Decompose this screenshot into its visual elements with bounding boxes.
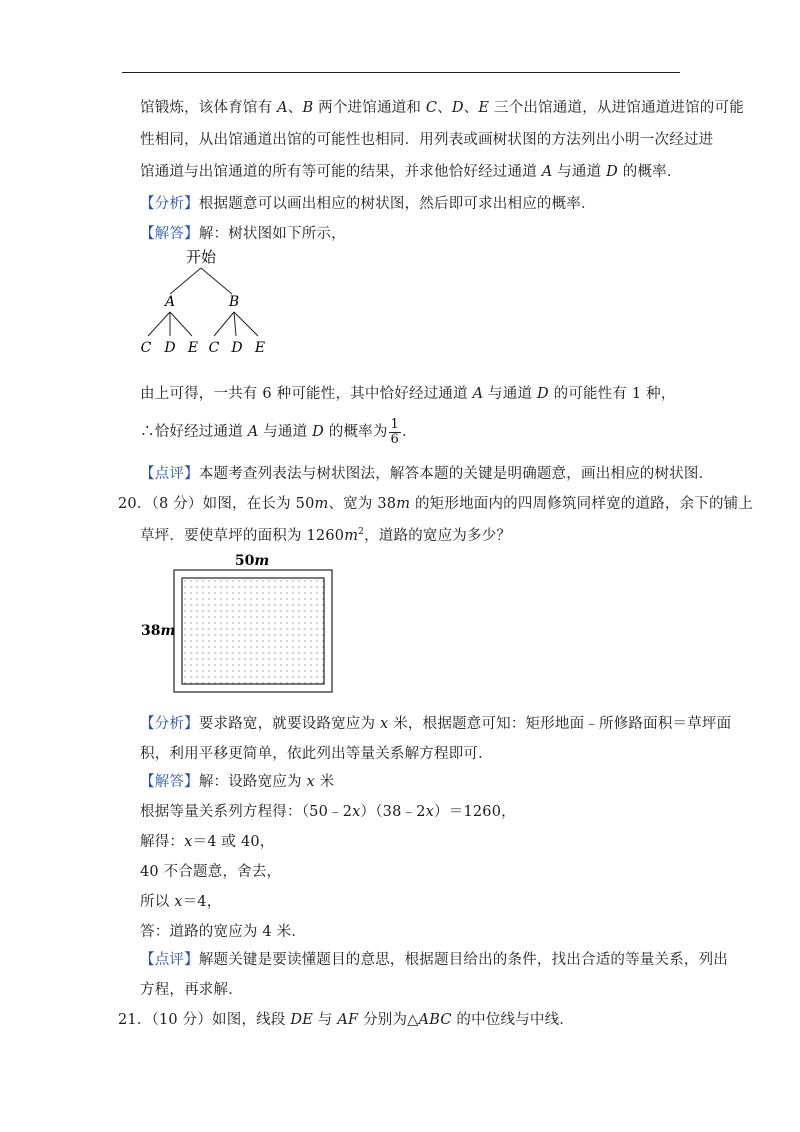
analysis-tag: 【分析】	[140, 196, 199, 212]
tree-diagram	[130, 240, 280, 360]
q20-comment-line-2: 方程，再求解．	[140, 982, 243, 998]
width-label: 50m	[234, 553, 270, 569]
lawn-area	[182, 578, 324, 684]
tree-leaf: C	[140, 340, 152, 356]
answer-tag: 【解答】	[140, 774, 199, 790]
problem-text-line-1: 馆锻炼，该体育馆有 A、B 两个进馆通道和 C、D、E 三个出馆通道，从进馆通道进馆的可能	[140, 100, 744, 116]
tree-root-label: 开始	[185, 248, 217, 266]
q20-answer-line-5: 所以 x＝4，	[140, 894, 222, 910]
q20-comment-line-1: 【点评】解题关键是要读懂题目的意思，根据题目给出的条件，找出合适的等量关系，列出	[140, 952, 729, 968]
analysis-tag: 【分析】	[140, 716, 199, 732]
tree-node-a: A	[164, 294, 176, 310]
height-label: 38m	[141, 623, 176, 639]
q20-answer-line-4: 40 不合题意，舍去，	[140, 864, 282, 880]
result-line-1: 由上可得，一共有 6 种可能性，其中恰好经过通道 A 与通道 D 的可能性有 1 种，	[140, 386, 676, 402]
tree-leaf: E	[254, 340, 266, 356]
problem-text-line-3: 馆通道与出馆通道的所有等可能的结果，并求他恰好经过通道 A 与通道 D 的概率．	[140, 164, 682, 180]
tree-edge	[234, 312, 258, 336]
q20-analysis-line-2: 积，利用平移更简单，依此列出等量关系解方程即可．	[140, 746, 493, 762]
q20-answer-line-2: 根据等量关系列方程得：（50﹣2x）（38﹣2x）＝1260，	[140, 804, 516, 820]
answer-tag: 【解答】	[140, 226, 199, 242]
q20-answer-line-1: 【解答】解：设路宽应为 x 米	[140, 774, 335, 790]
q20-answer-line-3: 解得：x＝4 或 40，	[140, 834, 275, 850]
tree-edge	[170, 268, 201, 294]
tree-leaf: D	[164, 340, 176, 356]
answer-line: 【解答】解：树状图如下所示，	[140, 226, 346, 242]
question-21-line-1: 21．（10 分）如图，线段 DE 与 AF 分别为△ABC 的中位线与中线．	[118, 1012, 575, 1028]
comment-tag: 【点评】	[140, 466, 199, 482]
result-line-2: ∴恰好经过通道 A 与通道 D 的概率为 $\frac{1}{6}$ ．	[140, 416, 417, 447]
tree-leaf: E	[187, 340, 199, 356]
tree-edge	[214, 312, 234, 336]
probability-fraction: $\frac{1}{6}$	[390, 416, 400, 447]
tree-edge	[234, 312, 236, 336]
tree-edge	[201, 268, 232, 294]
q20-analysis-line-1: 【分析】要求路宽，就要设路宽应为 x 米，根据题意可知：矩形地面﹣所修路面积＝草坪面	[140, 716, 732, 732]
comment-line: 【点评】本题考查列表法与树状图法，解答本题的关键是明确题意，画出相应的树状图．	[140, 466, 714, 482]
rectangle-figure	[140, 548, 340, 698]
tree-edge	[170, 312, 192, 336]
question-20-line-1: 20．（8 分）如图，在长为 50m、宽为 38m 的矩形地面内的四周修筑同样宽的道路，余下的铺上	[118, 496, 754, 512]
question-20-line-2: 草坪．要使草坪的面积为 $1260m^2$，道路的宽应为多少？	[140, 527, 512, 544]
problem-text-line-2: 性相同，从出馆通道出馆的可能性也相同．用列表或画树状图的方法列出小明一次经过进	[140, 132, 714, 148]
comment-tag: 【点评】	[140, 952, 199, 968]
tree-edge	[148, 312, 170, 336]
tree-leaf: D	[231, 340, 243, 356]
q20-answer-line-6: 答：道路的宽应为 4 米．	[140, 924, 307, 940]
tree-node-b: B	[228, 294, 240, 310]
analysis-line: 【分析】根据题意可以画出相应的树状图，然后即可求出相应的概率．	[140, 196, 596, 212]
header-rule	[122, 72, 680, 73]
tree-leaf: C	[208, 340, 220, 356]
